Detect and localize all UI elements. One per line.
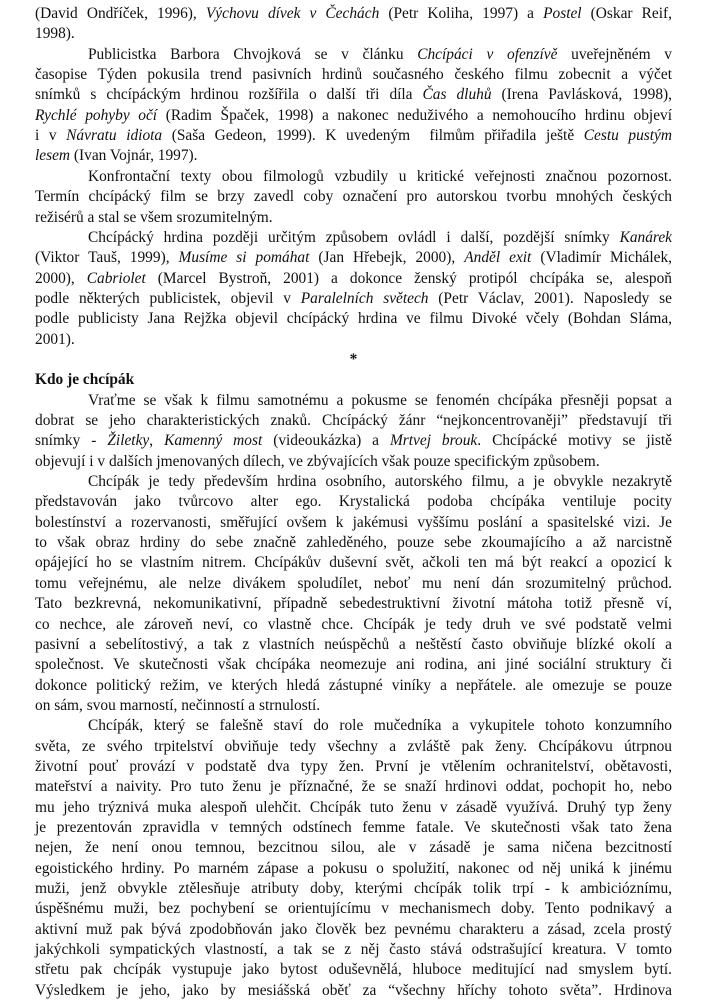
text-line: (Viktor Tauš, 1999), Musíme si pomáhat (Jan Hřebejk, 2000), Anděl exit (Vladimír Michálek, xyxy=(35,249,673,267)
text-line: jakýchkoli sympatických vlastností, a tak se z něj často stává odstrašující kreatura. V tomto xyxy=(35,941,672,959)
text-line: dobrat se jeho charakteristických znaků. Chcípácký žánr “nejkoncentrovaněji” představují tři xyxy=(35,412,672,429)
text-line: muži, jenž obvykle ztělesňuje atributy doby, kterými chcípák tolik trpí - k ambicióznímu, xyxy=(35,880,672,898)
text-line: 2001). xyxy=(35,330,75,348)
text-line: Publicistka Barbora Chvojková se v článku Chcípáci v ofenzívě uveřejněném v xyxy=(88,45,672,63)
text-line: lesem (Ivan Vojnár, 1997). xyxy=(35,147,198,165)
text-line: Tato bezkrevná, nekomunikativní, případně sebedestruktivní životní mátoha totiž přesně ví, xyxy=(35,595,672,613)
text-line: podle některých publicistek, objevil v Paralelních světech (Petr Václav, 2001). Naposledy se xyxy=(35,289,673,307)
text-line: 1998). xyxy=(35,25,75,43)
text-line: pasivní a sebelítostivý, a tak z vlastních neúspěchů a neštěstí často obviňuje blízké okolí a xyxy=(35,635,672,653)
text-line: Konfrontační texty obou filmologů vzbudily u kritické veřejnosti značnou pozornost. xyxy=(88,167,672,185)
text-line: to však obraz hrdiny do sebe značně zahleděného, pouze sebe zkoumajícího a až narcistně xyxy=(35,534,672,552)
text-line: Rychlé pohyby očí (Radim Špaček, 1998) a nakonec neduživého a nemohoucího hrdinu objeví xyxy=(35,106,672,124)
text-line: světa, ze svého trpitelství obviňuje tedy všechny a zvláště pak ženy. Chcípákovu útrpnou xyxy=(35,737,672,755)
text-line: představován jako tvůrcovo alter ego. Krystalická podoba chcípáka ventiluje pocity xyxy=(35,493,672,511)
text-line: Chcípák je tedy především hrdina osobního, autorského filmu, a je obvykle nezakrytě xyxy=(88,473,672,491)
text-line: Vraťme se však k filmu samotnému a pokusme se fenomén chcípáka přesněji popsat a xyxy=(88,391,672,409)
text-line: je prezentován zpravidla v temných odstínech femme fatale. Ve skutečnosti však tato žena xyxy=(35,819,672,836)
text-line: i v Návratu idiota (Saša Gedeon, 1999). K uvedeným filmům přiřadila ještě Cestu pustým xyxy=(35,127,673,145)
text-line: podle publicisty Jana Rejžka objevil chcípácký hrdina ve filmu Divoké včely (Bohdan Sláma, xyxy=(35,310,672,328)
text-line: Termín chcípácký film se brzy zavedl coby označení pro autorskou tvorbu mnohých českých xyxy=(35,188,672,206)
text-line: bolestínství a rozervanosti, směřující ovšem k jakémusi vyššímu poslání a spasitelské vizi. Je xyxy=(35,513,672,531)
text-line: společnost. Ve skutečnosti však chcípáka neomezuje ani rodina, ani jiné sociální struktury či xyxy=(35,656,672,674)
text-line: snímky - Žiletky, Kamenný most (videoukázka) a Mrtvej brouk. Chcípácké motivy se jistě xyxy=(35,432,672,450)
text-line: mu jeho trýznivá muka alespoň ulehčit. Chcípák tuto ženu v zásadě využívá. Druhý typ ženy xyxy=(35,798,672,816)
text-line: opájející ho se vlastním nitrem. Chcípákův duševní svět, ačkoli ten má být reakcí a opozicí k xyxy=(35,554,672,572)
text-line: (David Ondříček, 1996), Výchovu dívek v Čechách (Petr Koliha, 1997) a Postel (Oskar Reif, xyxy=(35,5,672,22)
text-line: Výsledkem je jeho, jako by mesiášská oběť za “všechny hříchy tohoto světa”. Hrdinova xyxy=(35,981,672,999)
section-separator: * xyxy=(349,350,358,368)
text-line: egoistického hrdiny. Po marném zápase a pokusu o spolužití, nakonec od něj uniká k jinému xyxy=(35,859,672,877)
text-line: střetu pak chcípák vystupuje jako bytost oduševnělá, hluboce meditující nad smyslem bytí. xyxy=(35,961,672,979)
text-line: mateřství a naivity. Pro tuto ženu je příznačné, že se snaží hrdinovi oddat, pochopit ho, nebo xyxy=(35,778,672,796)
text-line: dokonce politický režim, ve kterých hledá zástupné viníky a nepřátele. ale omezuje se pouze xyxy=(35,676,672,694)
text-line: režisérů a stal se všem srozumitelným. xyxy=(35,208,273,226)
text-line: on sám, svou marností, nečinností a strnulostí. xyxy=(35,696,321,714)
text-line: Chcípácký hrdina později určitým způsobem ovládl i další, pozdější snímky Kanárek xyxy=(88,228,672,246)
text-line: objevují i v dalších jmenovaných dílech, ve zbývajících však pouze specifickým způsobem. xyxy=(35,452,600,470)
section-heading: Kdo je chcípák xyxy=(35,371,135,389)
text-line: životní pouť provází v podstatě dva typy žen. První je vtělením ochranitelství, obětavosti, xyxy=(35,757,672,775)
text-line: co nechce, ale zároveň neví, co vlastně chce. Chcípák je tedy druh ve své podstatě velmi xyxy=(35,615,672,633)
text-line: nejen, že není onou temnou, bezcitnou silou, ale v zásadě je sama ničena bezcitností xyxy=(35,839,672,857)
text-line: tomu veřejnému, ale nelze divákem spoludílet, neboť mu není dán srozumitelný průchod. xyxy=(35,574,672,592)
text-line: úspěšnému muži, bez pochybení se orientujícímu v mechanismech doby. Tento podnikavý a xyxy=(35,900,672,918)
text-line: 2000), Cabriolet (Marcel Bystroň, 2001) a dokonce ženský protipól chcípáka se, alespoň xyxy=(35,269,672,287)
text-line: Chcípák, který se falešně staví do role mučedníka a vykupitele tohoto konzumního xyxy=(88,717,672,735)
text-line: časopise Týden pokusila trend pasivních hrdinů současného českého filmu zobecnit a výčet xyxy=(35,66,672,84)
text-line: snímků s chcípáckým hrdinou rozšířila o další tři díla Čas dluhů (Irena Pavlásková, 1998), xyxy=(35,86,672,104)
text-line: aktivní muž pak bývá zpodobňován jako člověk bez pevnému charakteru a zásad, zcela prostý xyxy=(35,920,672,938)
